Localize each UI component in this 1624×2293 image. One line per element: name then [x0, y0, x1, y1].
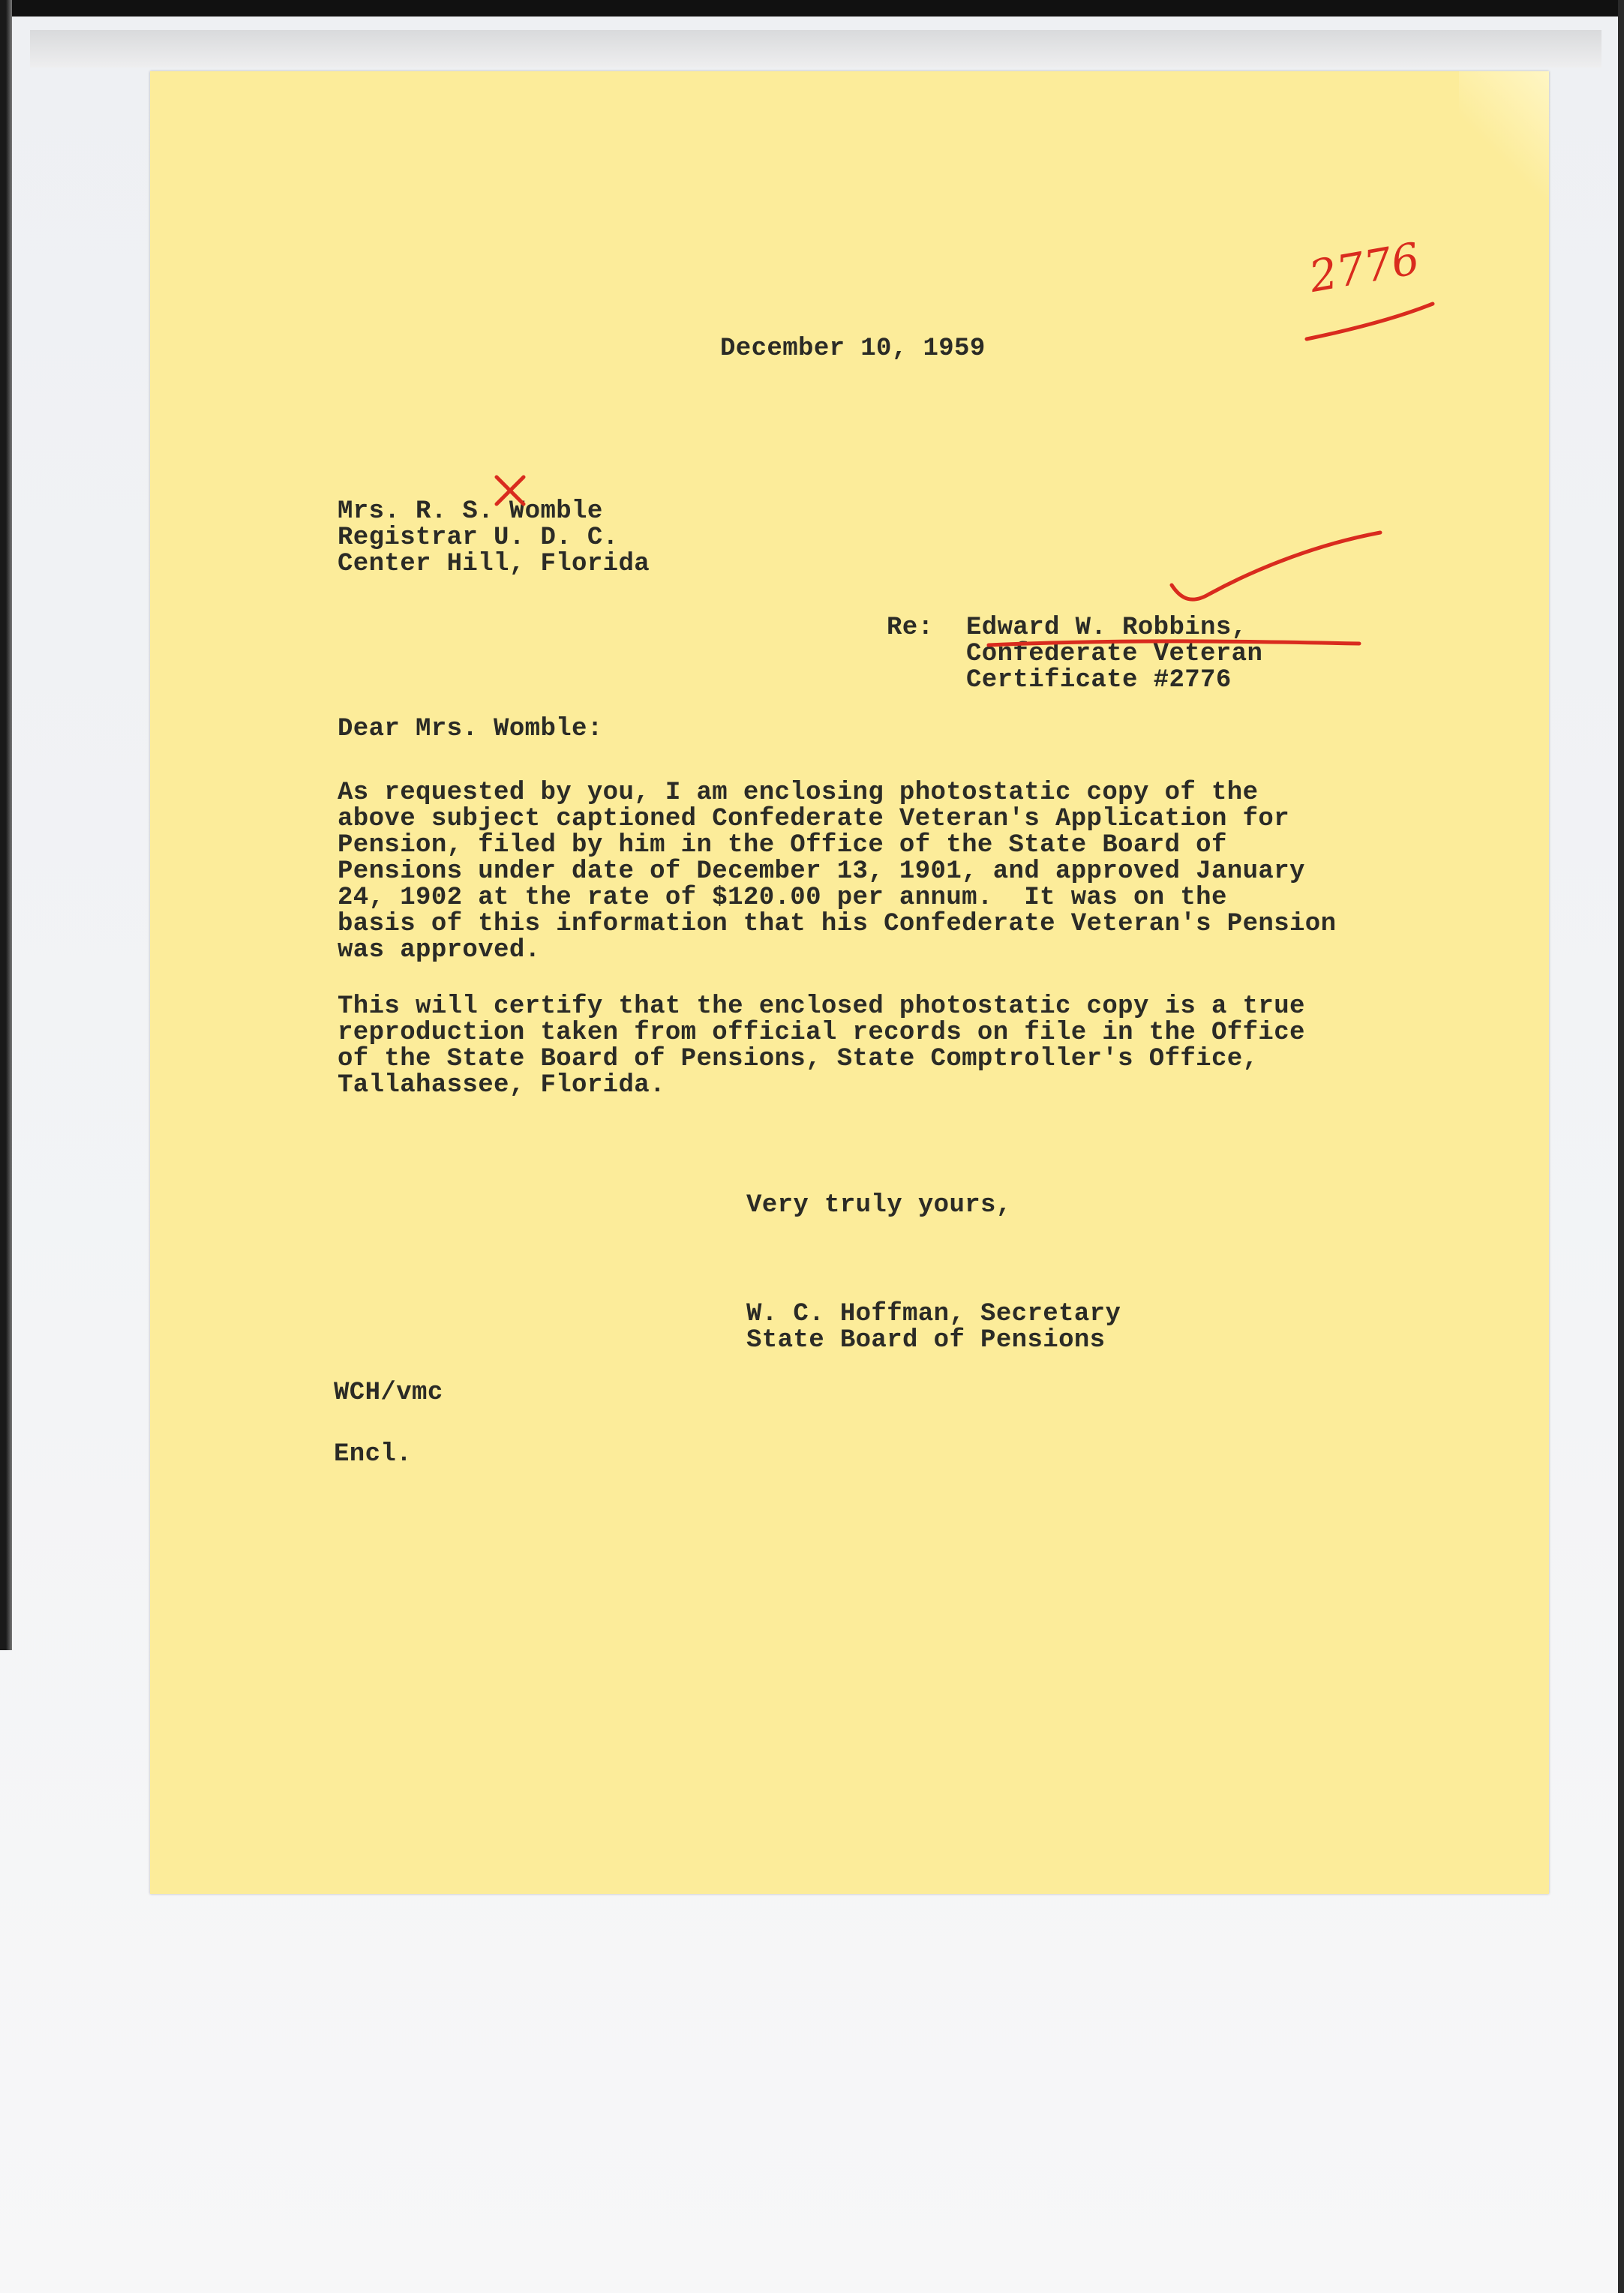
- paragraph-1-line: Pensions under date of December 13, 1901, and approved January: [338, 857, 1305, 886]
- signature-line-1: W. C. Hoffman, Secretary: [746, 1300, 1121, 1328]
- closing: Very truly yours,: [746, 1191, 1012, 1220]
- salutation: Dear Mrs. Womble:: [338, 715, 603, 743]
- paragraph-1-line: basis of this information that his Confederate Veteran's Pension: [338, 910, 1337, 938]
- paragraph-2-line: This will certify that the enclosed photostatic copy is a true: [338, 992, 1305, 1021]
- paragraph-2-line: reproduction taken from official records on file in the Office: [338, 1019, 1305, 1047]
- scanner-top-edge: [0, 0, 1624, 17]
- paragraph-1-line: 24, 1902 at the rate of $120.00 per annum. It was on the: [338, 884, 1227, 912]
- paragraph-2-line: Tallahassee, Florida.: [338, 1071, 665, 1100]
- enclosure-notation: Encl.: [334, 1440, 413, 1469]
- scanner-left-edge: [0, 0, 12, 1650]
- re-label: Re:: [887, 614, 934, 642]
- paragraph-1-line: As requested by you, I am enclosing photostatic copy of the: [338, 779, 1259, 807]
- paper-corner-fold: [1459, 71, 1549, 206]
- paragraph-1-line: was approved.: [338, 936, 541, 965]
- paragraph-1-line: Pension, filed by him in the Office of the State Board of: [338, 831, 1227, 860]
- subject-line-2: Confederate Veteran: [966, 640, 1263, 668]
- letter-date: December 10, 1959: [720, 335, 986, 363]
- paragraph-2-line: of the State Board of Pensions, State Comptroller's Office,: [338, 1045, 1259, 1073]
- subject-line-3: Certificate #2776: [966, 666, 1232, 695]
- recipient-line-1: Mrs. R. S. Womble: [338, 497, 603, 526]
- subject-line-1: Edward W. Robbins,: [966, 614, 1247, 642]
- scanner-right-edge: [1618, 0, 1624, 2293]
- handwritten-certificate-number: 2776: [1305, 233, 1424, 302]
- scanner-top-strip: [30, 30, 1601, 68]
- reference-initials: WCH/vmc: [334, 1379, 443, 1407]
- recipient-line-3: Center Hill, Florida: [338, 550, 650, 578]
- recipient-line-2: Registrar U. D. C.: [338, 524, 619, 552]
- paragraph-1-line: above subject captioned Confederate Veteran's Application for: [338, 805, 1290, 833]
- signature-line-2: State Board of Pensions: [746, 1326, 1106, 1355]
